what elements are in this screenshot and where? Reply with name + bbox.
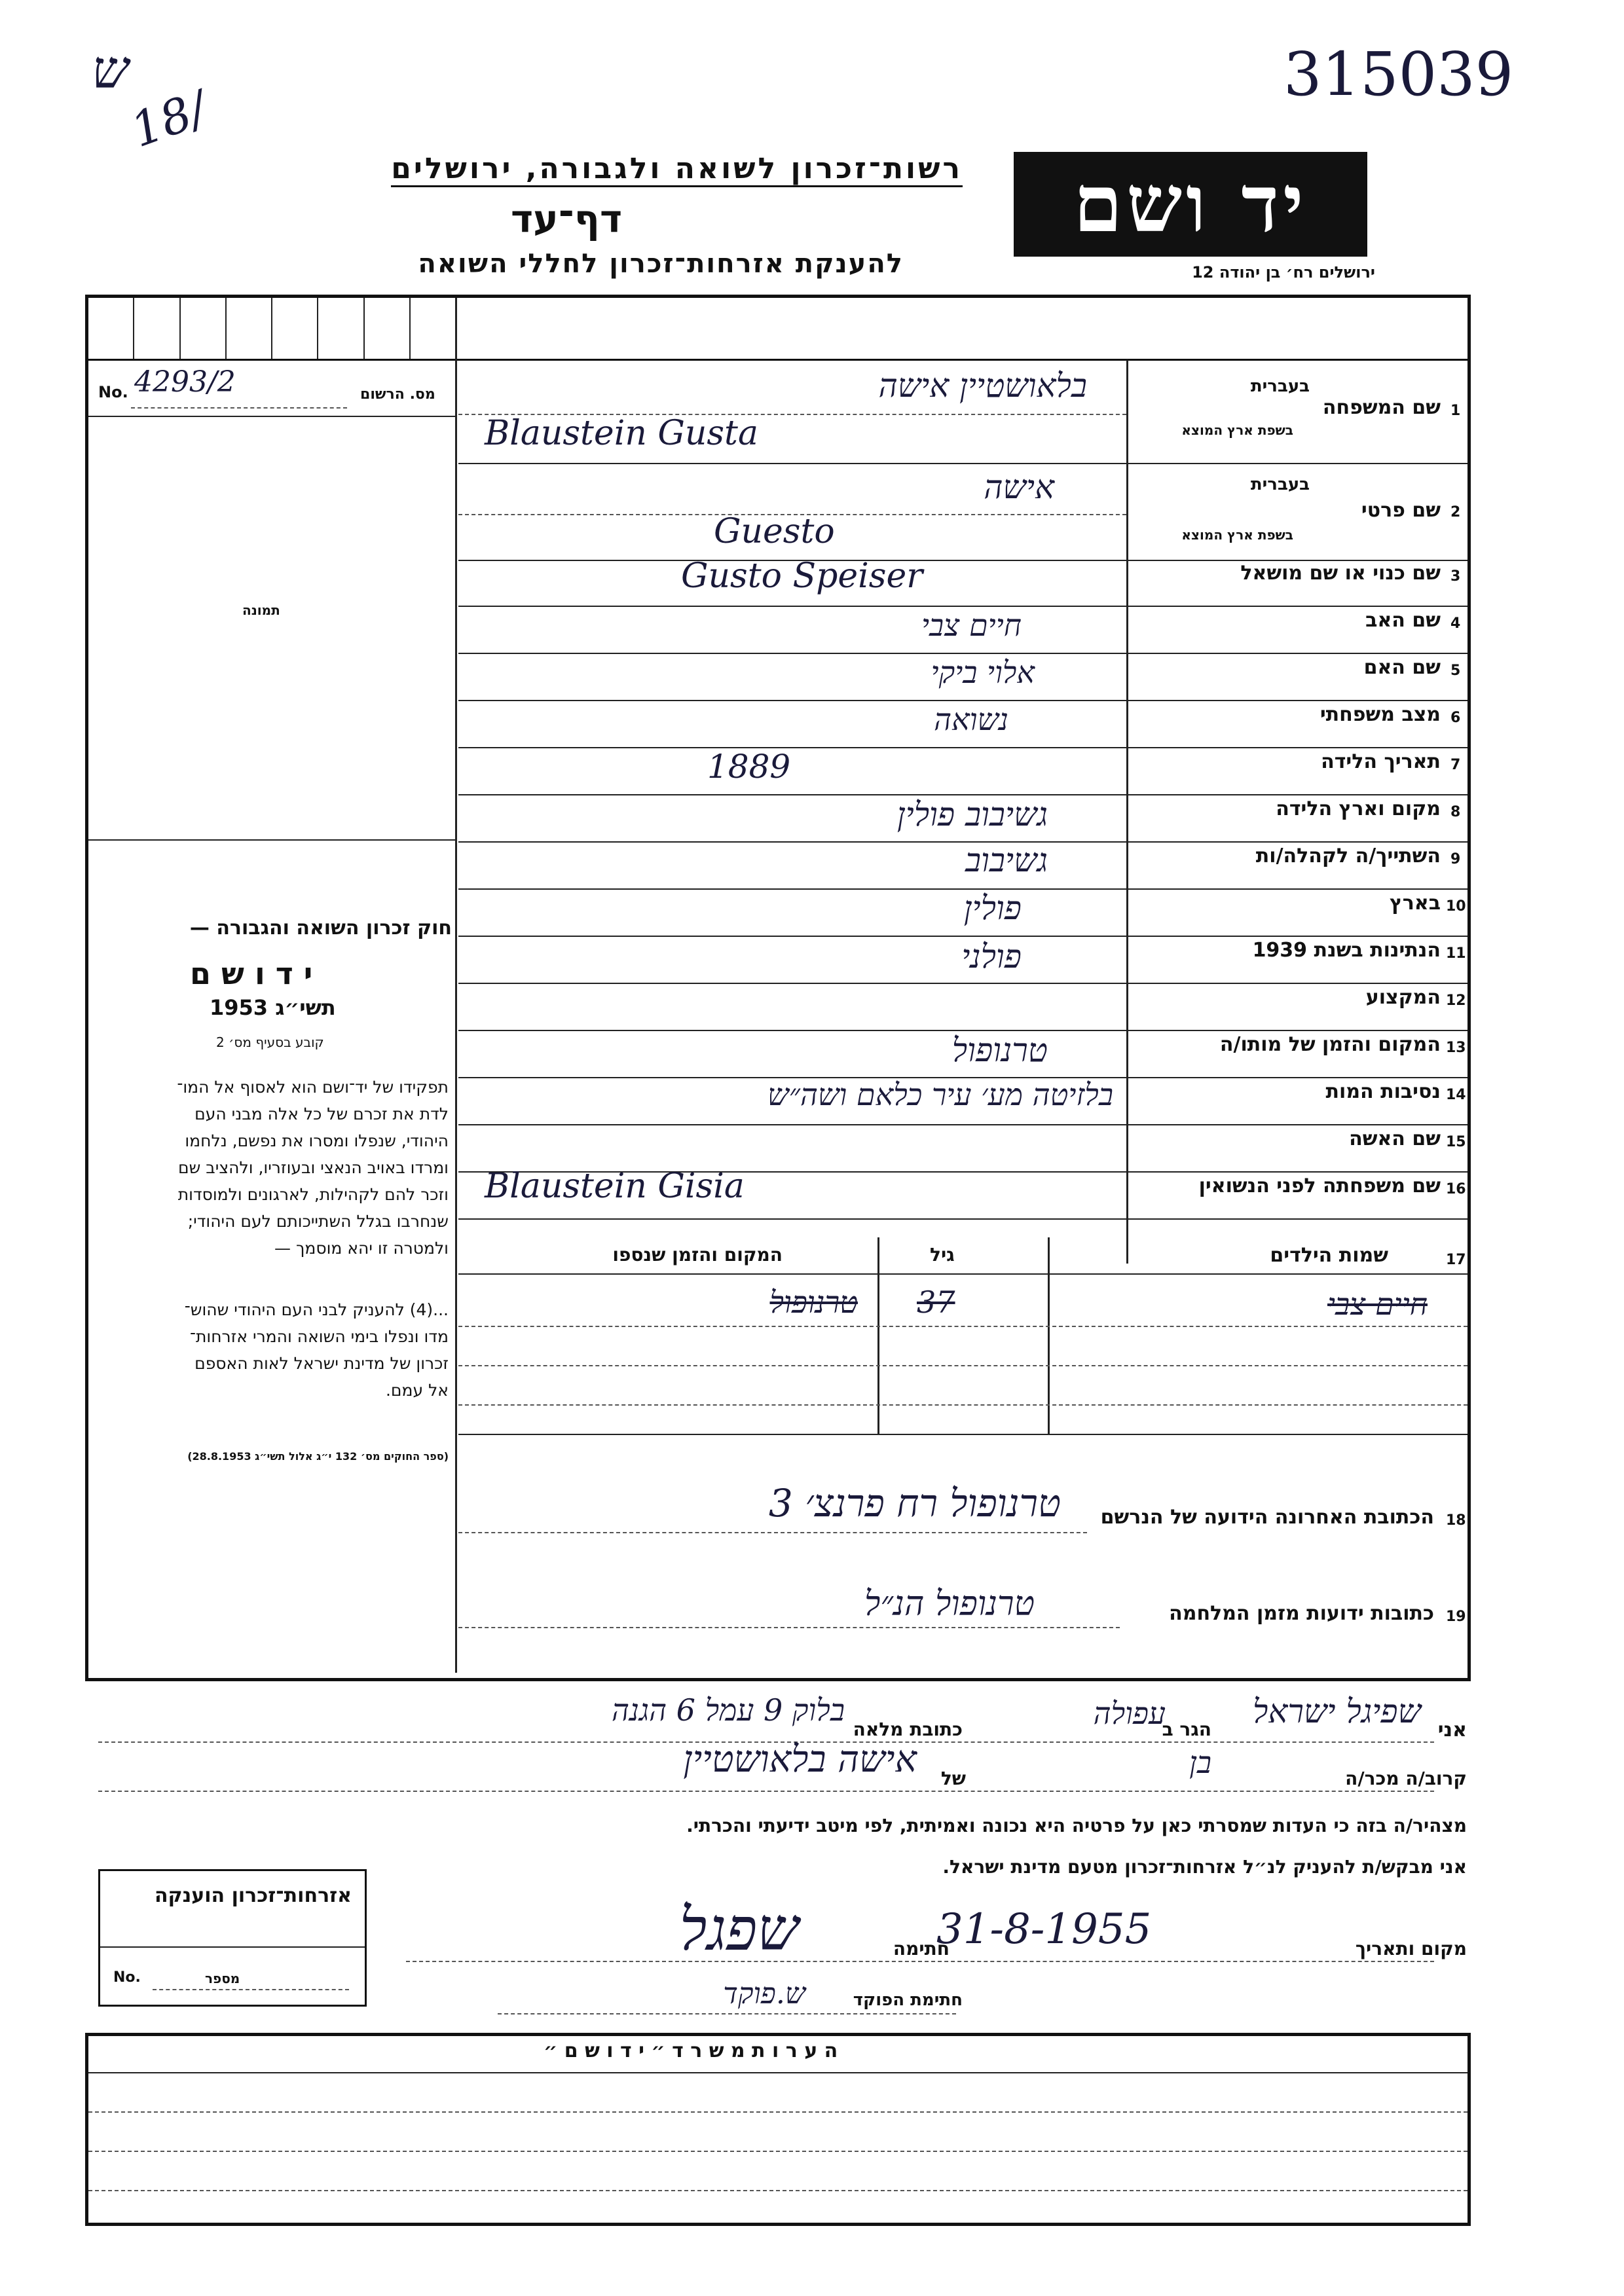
logo-address: ירושלים רח׳ בן יהודה 12 bbox=[1192, 263, 1375, 282]
office-notes-title: ה ע ר ו ת מ ש ר ד ״ י ד ו ש ם ״ bbox=[544, 2039, 838, 2062]
field-1-value-hebrew[interactable]: בלאושטיין אישה bbox=[878, 367, 1087, 405]
field-12-label: המקצוע bbox=[1365, 986, 1441, 1009]
field-8-value[interactable]: גשיבוב פולין bbox=[896, 795, 1048, 833]
field-1-label: שם המשפחה bbox=[1322, 396, 1441, 419]
declarant-signature: שפגל bbox=[679, 1895, 799, 1964]
signature-label: חתימה bbox=[893, 1938, 950, 1959]
form-title: דף־עד bbox=[511, 196, 623, 241]
field-9-num: 9 bbox=[1450, 851, 1461, 867]
field-18-num: 18 bbox=[1446, 1512, 1466, 1529]
declaration-address-label: כתובת מלאה bbox=[853, 1719, 963, 1740]
law-line: לדת את זכרם של כל אלה מבני העם bbox=[194, 1104, 449, 1123]
place-date-label: מקום ותאריך bbox=[1355, 1938, 1467, 1959]
field-2-label: שם פרטי bbox=[1361, 499, 1441, 522]
declarant-name[interactable]: שפיגל ישראל bbox=[1253, 1692, 1421, 1730]
registration-number: 4293/2 bbox=[134, 365, 236, 399]
declaration-statement-1: מצהיר/ה בזה כי העדות שמסרתי כאן על פרטיה היא נכונה ואמיתית, לפי מיטב ידיעתי והכרתי. bbox=[686, 1815, 1467, 1836]
law-line: שנחרבו בגלל השתייכותם לעם היהודי; bbox=[187, 1212, 449, 1231]
law-title: חוק זכרון השואה והגבורה — bbox=[189, 917, 452, 939]
field-10-num: 10 bbox=[1446, 898, 1466, 915]
child-1-place[interactable]: טרנופול bbox=[769, 1285, 858, 1320]
law-line: מדו ונפלו בימי השואה והמרי אזרחות־ bbox=[189, 1327, 449, 1346]
declarant-address[interactable]: בלוק 9 עמל 6 הגנה bbox=[612, 1692, 845, 1728]
field-3-label: שם כנוי או שם מושאל bbox=[1240, 562, 1441, 585]
photo-label: תמונה bbox=[242, 602, 280, 618]
law-line: היהודי, שנפלו ומסרו את נפשם, נלחמו bbox=[185, 1131, 449, 1150]
field-6-num: 6 bbox=[1450, 710, 1461, 726]
field-14-num: 14 bbox=[1446, 1087, 1466, 1103]
address-19-value[interactable]: טרנופול הנ״ל bbox=[864, 1584, 1035, 1624]
field-1-value-origin[interactable]: Blaustein Gusta bbox=[485, 414, 758, 453]
field-10-label: בארץ bbox=[1389, 892, 1441, 915]
law-name: י ד ו ש ם bbox=[190, 956, 313, 991]
field-7-label: תאריך הלידה bbox=[1321, 750, 1441, 773]
certificate-no-he: מספר bbox=[205, 1971, 240, 1986]
field-11-num: 11 bbox=[1446, 945, 1466, 962]
field-12-num: 12 bbox=[1446, 993, 1466, 1009]
field-3-value[interactable]: Gusto Speiser bbox=[681, 556, 923, 596]
registration-boxes bbox=[88, 298, 455, 360]
yad-vashem-logo bbox=[1014, 152, 1367, 257]
field-15-label: שם האשה bbox=[1349, 1127, 1441, 1150]
law-line: תפקידו של יד־ושם הוא לאסוף אל המו־ bbox=[177, 1078, 449, 1097]
relation-value[interactable]: בן bbox=[1189, 1745, 1211, 1780]
children-col-age: גיל bbox=[930, 1244, 955, 1266]
authority-name: רשות־זכרון לשואה ולגבורה, ירושלים bbox=[391, 152, 963, 187]
certificate-box bbox=[98, 1869, 367, 2007]
field-11-value[interactable]: פולני bbox=[961, 938, 1022, 975]
children-label: שמות הילדים bbox=[1270, 1244, 1388, 1267]
field-8-num: 8 bbox=[1450, 804, 1461, 820]
law-line: ...(4) להעניק לבני העם היהודי שהוש־ bbox=[184, 1300, 449, 1319]
registration-label-en: No. bbox=[98, 383, 128, 401]
of-label: של bbox=[940, 1768, 966, 1789]
child-1-name[interactable]: חיים צבי bbox=[1327, 1286, 1428, 1322]
field-3-num: 3 bbox=[1450, 568, 1461, 585]
law-line: ומרדו באויב הנאצי ובעוזריו, ולהציב שם bbox=[178, 1158, 449, 1177]
law-line: זכרון של מדינת ישראל לאות האספם bbox=[194, 1354, 449, 1373]
law-line: ולמטרה זו יהא מוסמך — bbox=[274, 1239, 449, 1258]
official-signature: ש.פוקד bbox=[723, 1977, 805, 2011]
declaration-resides-label: הגר ב bbox=[1162, 1719, 1211, 1740]
child-1-age[interactable]: 37 bbox=[917, 1285, 955, 1320]
field-4-value[interactable]: חיים צבי bbox=[921, 608, 1022, 643]
field-16-label: שם משפחתה לפני הנשואין bbox=[1198, 1175, 1441, 1197]
field-17-num: 17 bbox=[1446, 1252, 1466, 1268]
field-1-sub-hebrew: בעברית bbox=[1250, 376, 1310, 396]
field-2-sub-hebrew: בעברית bbox=[1250, 475, 1310, 494]
field-1-num: 1 bbox=[1450, 403, 1461, 419]
field-4-label: שם האב bbox=[1365, 609, 1441, 632]
field-5-value[interactable]: אלוי ביקי bbox=[931, 655, 1035, 690]
children-col-place: המקום והזמן שנספו bbox=[612, 1244, 783, 1266]
field-19-num: 19 bbox=[1446, 1609, 1466, 1625]
corner-mark: ש bbox=[92, 39, 129, 100]
field-7-value[interactable]: 1889 bbox=[707, 748, 791, 786]
field-10-value[interactable]: פולין bbox=[963, 889, 1022, 927]
address-18-label: הכתובת האחרונה הידועה של הנרשם bbox=[1100, 1506, 1434, 1529]
official-signature-label: חתימת הפוקד bbox=[853, 1990, 963, 2010]
declaration-statement-2: אני מבקש/ת להעניק לנ״ל אזרחות־זכרון מטעם מדינת ישראל. bbox=[942, 1856, 1467, 1878]
logo-text: יד ושם bbox=[1073, 158, 1308, 250]
field-14-label: נסיבות המות bbox=[1325, 1080, 1441, 1103]
certificate-title: אזרחות־זכרון הוענקה bbox=[154, 1884, 352, 1907]
field-5-label: שם האם bbox=[1363, 656, 1441, 679]
deceased-name[interactable]: אישה בלאושטיין bbox=[683, 1738, 917, 1781]
field-11-label: הנתינות בשנת 1939 bbox=[1252, 939, 1441, 962]
form-subtitle: להענקת אזרחות־זכרון לחללי השואה bbox=[418, 249, 904, 279]
corner-fraction: 18/ bbox=[124, 80, 214, 158]
field-2-value-hebrew[interactable]: אישה bbox=[984, 468, 1054, 506]
field-1-sub-origin: בשפת ארץ המוצא bbox=[1181, 422, 1293, 438]
field-9-label: השתייך/ה לקהלה/ות bbox=[1255, 845, 1441, 867]
law-section: קובע בסעיף מס׳ 2 bbox=[216, 1034, 324, 1050]
field-5-num: 5 bbox=[1450, 663, 1461, 679]
field-6-value[interactable]: נשואה bbox=[934, 702, 1008, 737]
field-13-value[interactable]: טרנופול bbox=[951, 1031, 1048, 1069]
declarant-city[interactable]: עפולה bbox=[1093, 1696, 1166, 1731]
field-8-label: מקום וארץ הלידה bbox=[1276, 797, 1441, 820]
archive-number: 315039 bbox=[1283, 39, 1514, 109]
law-year: תשי״ג 1953 bbox=[210, 995, 336, 1020]
field-16-value[interactable]: Blaustein Gisia bbox=[485, 1167, 745, 1206]
field-13-num: 13 bbox=[1446, 1040, 1466, 1056]
field-2-value-origin[interactable]: Guesto bbox=[714, 512, 835, 551]
declaration-ani: אני bbox=[1437, 1719, 1467, 1741]
address-18-value[interactable]: טרנופול רח פרנצ׳ 3 bbox=[768, 1481, 1061, 1525]
address-19-label: כתובות ידועות מזמן המלחמה bbox=[1169, 1602, 1434, 1625]
law-source: (ספר החוקים מס׳ 132 י״ג אלול תשי״ג 28.8.1953) bbox=[187, 1450, 449, 1463]
relative-label: קרוב/ה מכר/ה bbox=[1345, 1768, 1467, 1789]
field-2-num: 2 bbox=[1450, 504, 1461, 520]
law-paragraph-2 bbox=[98, 1296, 449, 1404]
law-line: וזכר להם לקהילות, לארגונים ולמוסדות bbox=[177, 1185, 449, 1204]
law-paragraph-1 bbox=[98, 1074, 449, 1262]
field-7-num: 7 bbox=[1450, 757, 1461, 773]
field-15-num: 15 bbox=[1446, 1134, 1466, 1150]
field-4-num: 4 bbox=[1450, 615, 1461, 632]
field-16-num: 16 bbox=[1446, 1181, 1466, 1197]
certificate-no-en: No. bbox=[113, 1969, 141, 1986]
field-14-value[interactable]: בלזיטה מע׳ עיר כלאם ושה״ש bbox=[767, 1077, 1113, 1112]
registration-label-he: מס. הרשום bbox=[360, 386, 435, 403]
field-9-value[interactable]: גשיבוב bbox=[965, 841, 1048, 879]
field-2-sub-origin: בשפת ארץ המוצא bbox=[1181, 527, 1293, 543]
field-13-label: המקום והזמן של מותו/ה bbox=[1219, 1033, 1441, 1056]
law-line: אל עמם. bbox=[385, 1381, 449, 1400]
declaration-date[interactable]: 31-8-1955 bbox=[936, 1905, 1152, 1954]
field-6-label: מצב משפחתי bbox=[1320, 703, 1441, 726]
